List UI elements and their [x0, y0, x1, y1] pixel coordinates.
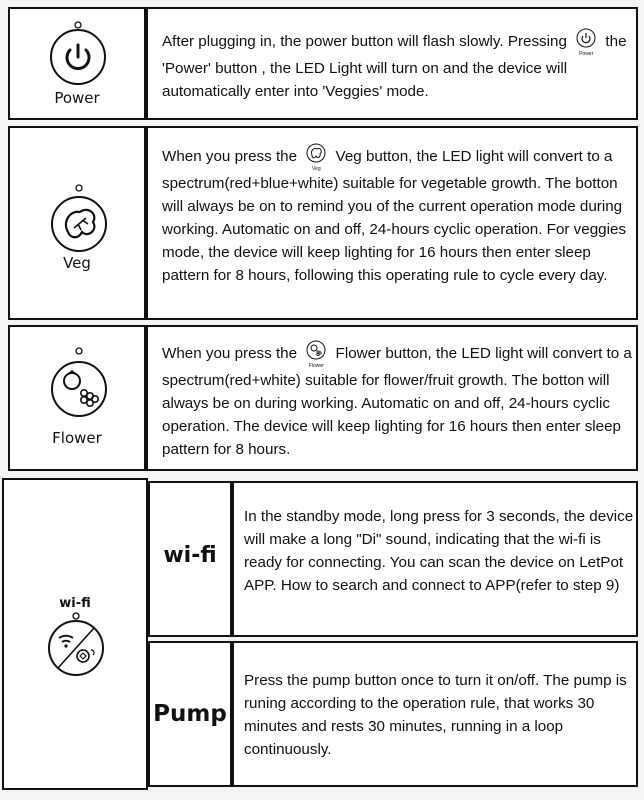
wifi-title-cell — [148, 481, 232, 637]
flower-label: Flower — [52, 429, 102, 447]
pump-description-cell — [232, 641, 638, 787]
wifi-pump-button-icon — [44, 612, 108, 678]
flower-inline-icon: Flower — [305, 339, 327, 369]
power-description-cell — [146, 7, 638, 120]
power-description: After plugging in, the power button will flash slowly. Pressing Power the 'Power' button , the LED Light will turn on and the device will automatically enter into 'Veggies' mode. — [162, 27, 632, 103]
flower-description-cell — [146, 325, 638, 471]
pump-title-cell — [148, 641, 232, 787]
veg-description: When you press the Veg Veg button, the LED light will convert to a spectrum(red+blue+white) suitable for vegetable growth. The botton will always be on to remind you of the current operation mode during working. Automatic on and off, 24-hours cyclic operation. For veggies mode, the device will keep lighting for 16 hours then enter sleep pattern for 8 hours, following this operating rule to cycle every day. — [162, 142, 632, 287]
veg-inline-icon: Veg — [305, 142, 327, 172]
pump-description: Press the pump button once to turn it on/off. The pump is runing according to the operation rule, that works 30 minutes and rests 30 minutes, running in a loop continuously. — [244, 672, 627, 758]
power-inline-icon: Power — [575, 27, 597, 57]
pump-title: Pump — [153, 701, 227, 727]
wifi-description-cell — [232, 481, 638, 637]
wifi-description: In the standby mode, long press for 3 seconds, the device will make a long "Di" sound, indicating that the wi-fi is ready for connecting. You can scan the device on LetPot APP. How to search and connect to APP(refer to step 9) — [244, 508, 634, 594]
flower-button-icon — [48, 347, 110, 425]
power-label: Power — [54, 89, 100, 107]
wifi-pump-icon-cell — [2, 478, 148, 790]
wifi-pump-label: wi-fi — [59, 596, 91, 611]
veg-icon-cell — [8, 126, 146, 320]
power-button-icon — [48, 21, 108, 87]
flower-description: When you press the Flower Flower button, the LED light will convert to a spectrum(red+white) suitable for flower/fruit growth. The botton will always be on during working. Automatic on and off, 24-hours cyclic operation. The device will keep lighting for 16 hours then enter sleep pattern for 8 hours. — [162, 339, 632, 461]
veg-description-cell — [146, 126, 638, 320]
wifi-title: wi-fi — [163, 543, 217, 568]
veg-button-icon — [48, 184, 110, 260]
power-icon-cell — [8, 7, 146, 120]
flower-icon-cell — [8, 325, 146, 471]
veg-label: Veg — [63, 254, 91, 272]
